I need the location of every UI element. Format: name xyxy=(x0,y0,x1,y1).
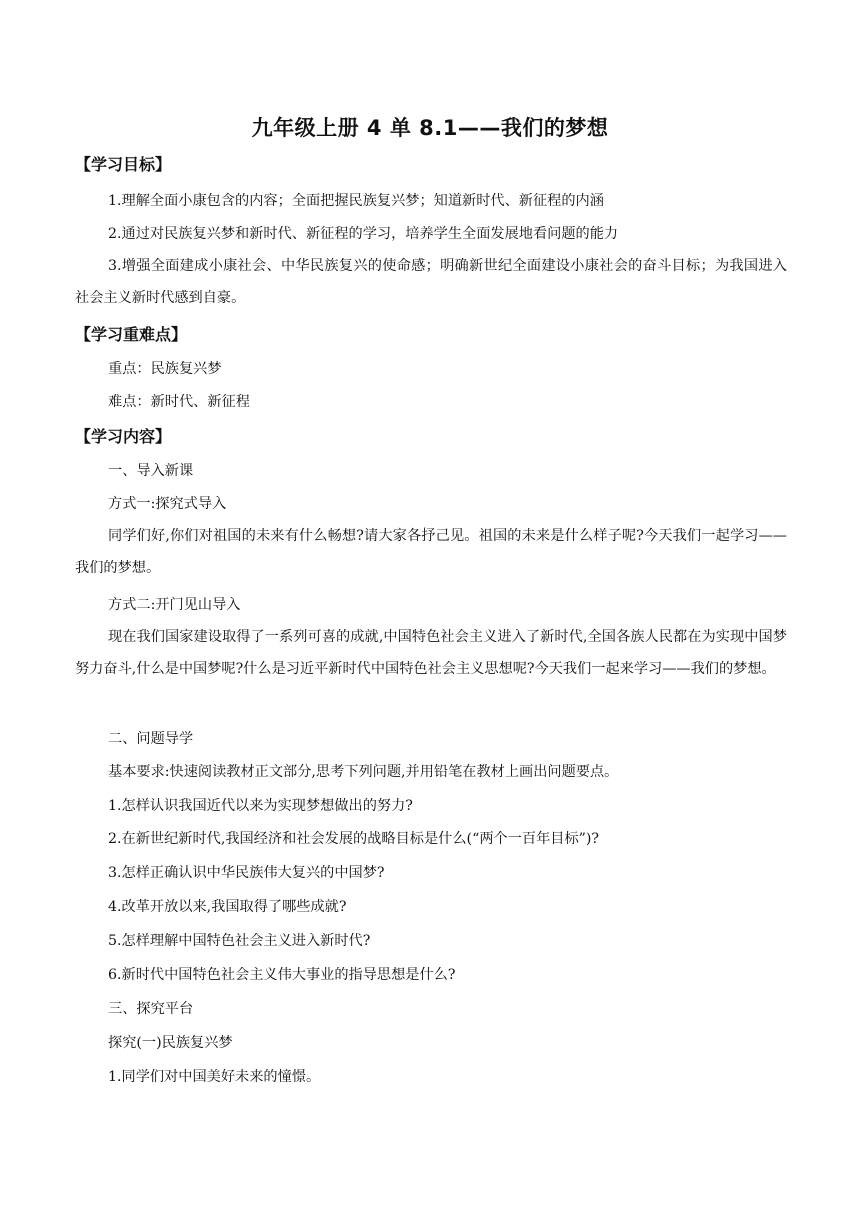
guide-heading: 二、问题导学 xyxy=(108,731,194,747)
content-heading: 【学习内容】 xyxy=(75,427,172,446)
question-3: 3.怎样正确认识中华民族伟大复兴的中国梦? xyxy=(108,865,385,881)
guide-requirement: 基本要求:快速阅读教材正文部分,思考下列问题,并用铅笔在教材上画出问题要点。 xyxy=(108,764,619,780)
method1-label: 方式一:探究式导入 xyxy=(108,496,227,512)
explore-heading: 三、探究平台 xyxy=(108,1001,194,1017)
question-5: 5.怎样理解中国特色社会主义进入新时代? xyxy=(108,933,371,949)
goal-item-2: 2.通过对民族复兴梦和新时代、新征程的学习，培养学生全面发展地看问题的能力 xyxy=(108,226,619,242)
question-1: 1.怎样认识我国近代以来为实现梦想做出的努力? xyxy=(108,798,413,814)
method2-label: 方式二:开门见山导入 xyxy=(108,597,241,613)
question-6: 6.新时代中国特色社会主义伟大事业的指导思想是什么? xyxy=(108,967,456,983)
difficult-point: 难点：新时代、新征程 xyxy=(108,394,250,410)
key-heading: 【学习重难点】 xyxy=(75,325,188,344)
intro-heading: 一、导入新课 xyxy=(108,463,194,479)
document-title: 九年级上册 4 单 8.1——我们的梦想 xyxy=(251,116,609,140)
key-point: 重点：民族复兴梦 xyxy=(108,361,222,377)
method2-text: 现在我们国家建设取得了一系列可喜的成就,中国特色社会主义进入了新时代,全国各族人民都在为实现中国梦努力奋斗,什么是中国梦呢?什么是习近平新时代中国特色社会主义思想呢?今天我们一起来学习——我们的梦想。 xyxy=(75,629,787,677)
goal-item-3: 3.增强全面建成小康社会、中华民族复兴的使命感；明确新世纪全面建设小康社会的奋斗目标；为我国进入社会主义新时代感到自豪。 xyxy=(75,258,787,306)
method1-text: 同学们好,你们对祖国的未来有什么畅想?请大家各抒己见。祖国的未来是什么样子呢?今天我们一起学习——我们的梦想。 xyxy=(75,528,787,576)
goal-item-1: 1.理解全面小康包含的内容；全面把握民族复兴梦；知道新时代、新征程的内涵 xyxy=(108,193,604,209)
question-2: 2.在新世纪新时代,我国经济和社会发展的战略目标是什么(“两个一百年目标”)? xyxy=(108,831,600,847)
goals-heading: 【学习目标】 xyxy=(75,155,172,174)
question-4: 4.改革开放以来,我国取得了哪些成就? xyxy=(108,899,347,915)
explore-sub: 探究(一)民族复兴梦 xyxy=(108,1035,233,1051)
explore-item: 1.同学们对中国美好未来的憧憬。 xyxy=(108,1069,321,1085)
